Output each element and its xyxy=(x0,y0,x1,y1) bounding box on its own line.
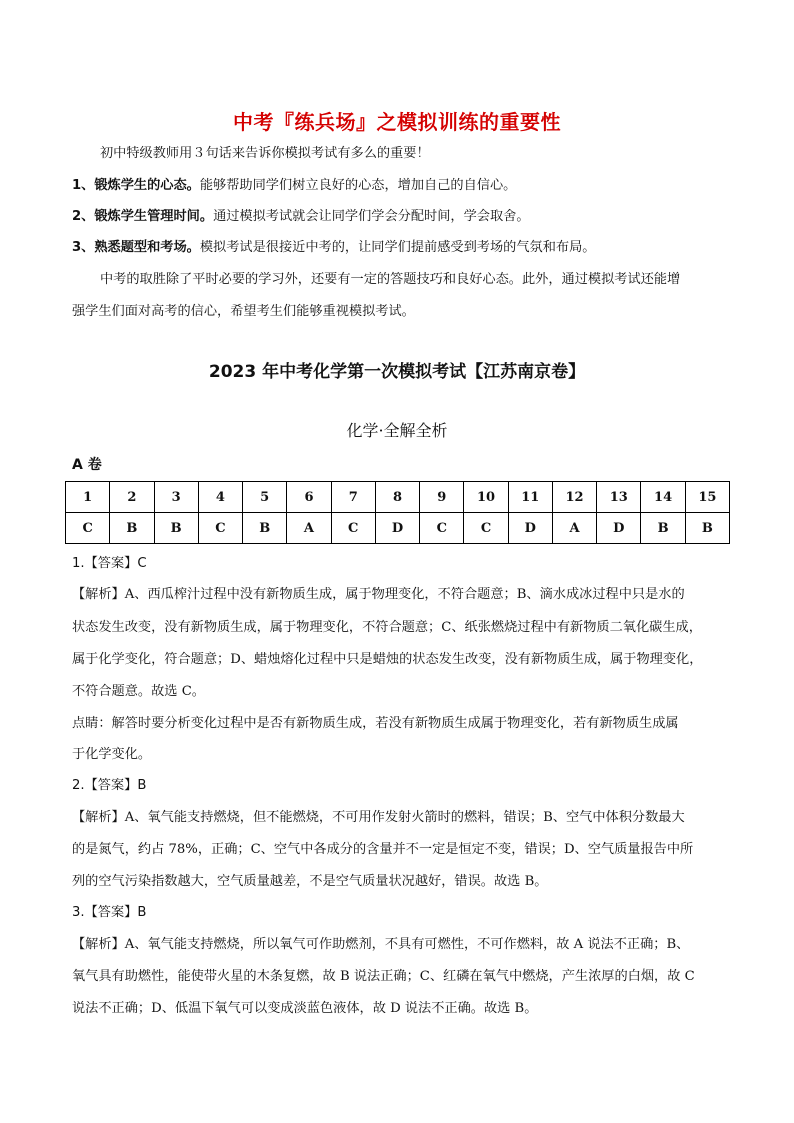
intro-closing-line-1: 中考的取胜除了平时必要的学习外，还要有一定的答题技巧和良好心态。此外，通过模拟考试还能增 xyxy=(100,272,681,287)
answer-cell: C xyxy=(420,513,464,544)
q3-analysis-line: 【解析】A、氧气能支持燃烧，所以氧气可作助燃剂，不具有可燃性，不可作燃料，故 A 说法不正确；B、 xyxy=(72,937,690,952)
q3-answer-label: 3.【答案】B xyxy=(72,905,147,920)
point-heading: 熟悉题型和考场。 xyxy=(94,240,200,255)
point-body: 能够帮助同学们树立良好的心态，增加自己的自信心。 xyxy=(199,178,517,193)
question-number-cell: 1 xyxy=(66,482,110,513)
answer-table-answer-row xyxy=(66,513,730,544)
question-number-cell: 13 xyxy=(597,482,641,513)
question-number-cell: 14 xyxy=(641,482,685,513)
question-number-cell: 6 xyxy=(287,482,331,513)
point-heading: 锻炼学生的心态。 xyxy=(94,178,200,193)
intro-title: 中考『练兵场』之模拟训练的重要性 xyxy=(233,110,561,134)
answer-cell: A xyxy=(287,513,331,544)
point-number: 1、 xyxy=(72,178,95,193)
q2-analysis-line: 的是氮气，约占 78%，正确；C、空气中各成分的含量并不一定是恒定不变，错误；D、空气质量报告中所 xyxy=(72,842,694,857)
answer-cell: A xyxy=(552,513,596,544)
intro-point-2 xyxy=(72,201,732,233)
intro-closing-line-2: 强学生们面对高考的信心，希望考生们能够重视模拟考试。 xyxy=(72,304,415,319)
answer-cell: D xyxy=(508,513,552,544)
answer-cell: B xyxy=(243,513,287,544)
q1-note-line: 于化学变化。 xyxy=(72,747,152,762)
answer-table-number-row xyxy=(66,482,730,513)
answer-cell: B xyxy=(685,513,729,544)
question-number-cell: 9 xyxy=(420,482,464,513)
q1-analysis-line: 不符合题意。故选 C。 xyxy=(72,684,205,699)
answer-cell: C xyxy=(331,513,375,544)
answer-cell: D xyxy=(597,513,641,544)
volume-label: A 卷 xyxy=(72,457,102,473)
q1-analysis-line: 状态发生改变，没有新物质生成，属于物理变化，不符合题意；C、纸张燃烧过程中有新物质二氧化碳生成， xyxy=(72,620,702,635)
point-heading: 锻炼学生管理时间。 xyxy=(94,209,214,224)
q1-analysis-line: 属于化学变化，符合题意；D、蜡烛熔化过程中只是蜡烛的状态发生改变，没有新物质生成，属于物理变化， xyxy=(72,652,703,667)
answer-cell: D xyxy=(375,513,419,544)
q1-note-line: 点睛：解答时要分析变化过程中是否有新物质生成，若没有新物质生成属于物理变化，若有新物质生成属 xyxy=(72,716,679,731)
point-body: 模拟考试是很接近中考的，让同学们提前感受到考场的气氛和布局。 xyxy=(199,240,596,255)
answer-cell: C xyxy=(66,513,110,544)
q2-answer-label: 2.【答案】B xyxy=(72,778,147,793)
question-number-cell: 7 xyxy=(331,482,375,513)
question-number-cell: 12 xyxy=(552,482,596,513)
exam-subtitle: 化学·全解全析 xyxy=(346,421,448,440)
question-number-cell: 2 xyxy=(110,482,154,513)
question-number-cell: 5 xyxy=(243,482,287,513)
question-number-cell: 3 xyxy=(154,482,198,513)
intro-point-1 xyxy=(72,170,732,202)
q3-analysis-line: 氧气具有助燃性，能使带火星的木条复燃，故 B 说法正确；C、红磷在氧气中燃烧，产生浓厚的白烟，故 C xyxy=(72,969,695,984)
question-number-cell: 11 xyxy=(508,482,552,513)
q3-analysis-line: 说法不正确；D、低温下氧气可以变成淡蓝色液体，故 D 说法不正确。故选 B。 xyxy=(72,1001,538,1016)
intro-point-3 xyxy=(72,232,732,264)
answer-cell: B xyxy=(154,513,198,544)
point-number: 2、 xyxy=(72,209,95,224)
question-number-cell: 8 xyxy=(375,482,419,513)
q1-answer-label: 1.【答案】C xyxy=(72,556,147,571)
question-number-cell: 15 xyxy=(685,482,729,513)
question-number-cell: 4 xyxy=(198,482,242,513)
point-number: 3、 xyxy=(72,240,95,255)
answer-cell: C xyxy=(198,513,242,544)
question-number-cell: 10 xyxy=(464,482,508,513)
answer-cell: B xyxy=(641,513,685,544)
intro-lead: 初中特级教师用３句话来告诉你模拟考试有多么的重要！ xyxy=(100,146,430,161)
q2-analysis-line: 【解析】A、氧气能支持燃烧，但不能燃烧，不可用作发射火箭时的燃料，错误；B、空气中体积分数最大 xyxy=(72,810,685,825)
answer-cell: B xyxy=(110,513,154,544)
exam-title: 2023 年中考化学第一次模拟考试【江苏南京卷】 xyxy=(208,362,586,382)
answer-cell: C xyxy=(464,513,508,544)
answer-table xyxy=(65,481,730,544)
point-body: 通过模拟考试就会让同学们学会分配时间，学会取舍。 xyxy=(213,209,530,224)
q2-analysis-line: 列的空气污染指数越大，空气质量越差，不是空气质量状况越好，错误。故选 B。 xyxy=(72,874,548,889)
q1-analysis-line: 【解析】A、西瓜榨汁过程中没有新物质生成，属于物理变化，不符合题意；B、滴水成冰过程中只是水的 xyxy=(72,587,685,602)
